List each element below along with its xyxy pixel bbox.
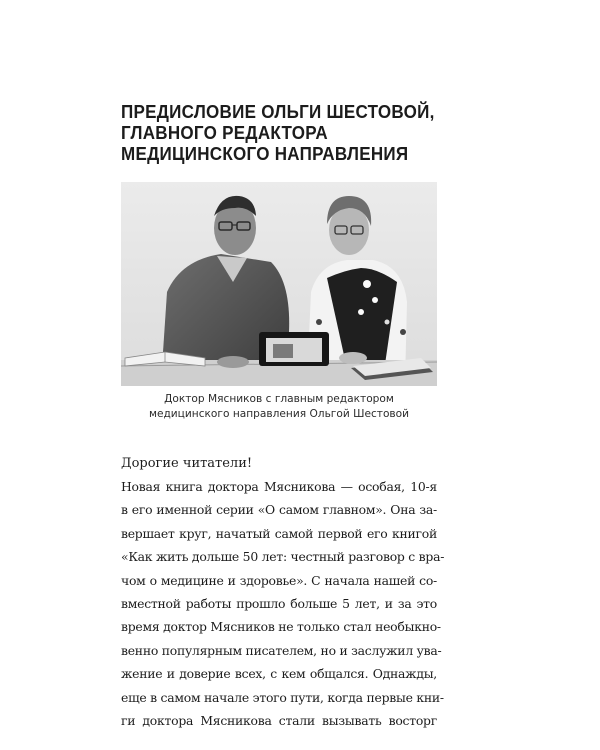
paragraph-line: венно популярным писателем, но и заслужил ува-: [121, 642, 442, 658]
paragraph-line: ги доктора Мясникова стали вызывать восторг: [121, 713, 437, 729]
greeting: Дорогие читатели!: [121, 456, 253, 471]
caption-line: медицинского направления Ольгой Шестовой: [148, 408, 410, 420]
heading-line: ПРЕДИСЛОВИЕ ОЛЬГИ ШЕСТОВОЙ,: [121, 101, 435, 122]
paragraph-line: «Как жить дольше 50 лет: честный разговор с вра-: [121, 549, 445, 565]
paragraph-line: вершает круг, начатый самой первой его книгой: [121, 525, 437, 541]
paragraph-line: жение и доверие всех, с кем общался. Однажды,: [121, 666, 437, 682]
photo-doctor-and-editor: [121, 182, 437, 386]
paragraph-line: время доктор Мясников не только стал необыкно-: [121, 619, 441, 635]
photo-caption: [121, 392, 437, 422]
paragraph-line: еще в самом начале этого пути, когда первые кни-: [121, 689, 444, 705]
heading-line: ГЛАВНОГО РЕДАКТОРА: [121, 122, 328, 143]
show-through-text: [150, 2, 159, 36]
paragraph-line: вместной работы прошло больше 5 лет, и за это: [121, 596, 437, 612]
paragraph-line: Новая книга доктора Мясникова — особая, 10-я: [121, 479, 437, 494]
caption-line: Доктор Мясников с главным редактором: [164, 393, 394, 405]
heading-line: МЕДИЦИНСКОГО НАПРАВЛЕНИЯ: [121, 143, 409, 164]
paragraph-line: в его именной серии «О самом главном». Она за-: [121, 502, 437, 518]
body-paragraph: [121, 475, 445, 732]
page-heading: [121, 101, 452, 164]
paragraph-line: чом о медицине и здоровье». С начала нашей со-: [121, 572, 437, 588]
